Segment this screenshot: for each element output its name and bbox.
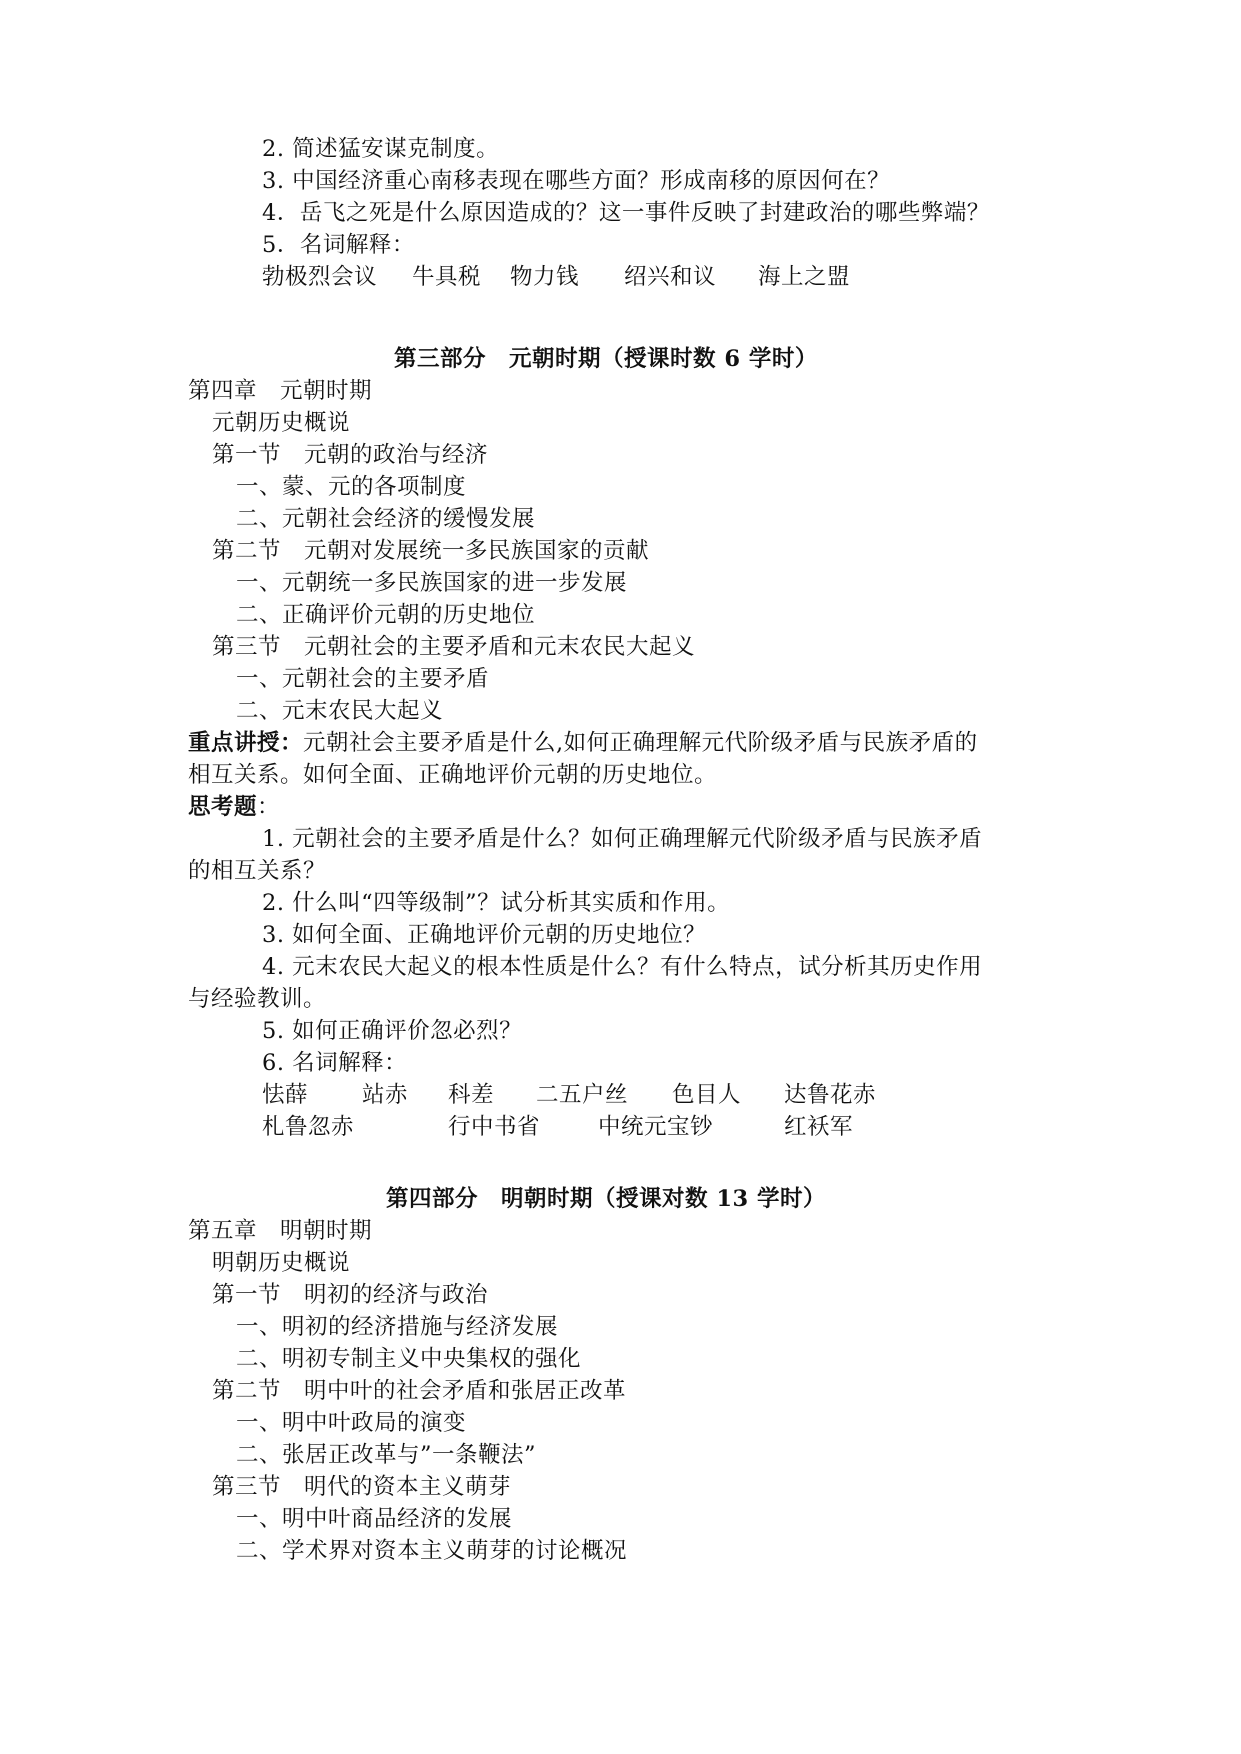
section-title: 第三节 元朝社会的主要矛盾和元末农民大起义 <box>212 634 696 660</box>
term: 达鲁花赤 <box>784 1082 877 1108</box>
question-2: 2. 简述猛安谋克制度。 <box>262 136 500 162</box>
term-list <box>0 1112 1241 1142</box>
term: 红袄军 <box>784 1114 854 1140</box>
focus-paragraph <box>188 728 978 758</box>
think-question-1: 1. 元朝社会的主要矛盾是什么？如何正确理解元代阶级矛盾与民族矛盾 <box>262 826 983 852</box>
subsection-item: 一、明中叶商品经济的发展 <box>236 1506 513 1532</box>
question-3: 3. 中国经济重心南移表现在哪些方面？形成南移的原因何在？ <box>262 168 891 194</box>
overview-item: 元朝历史概说 <box>212 410 351 436</box>
overview-item: 明朝历史概说 <box>212 1250 351 1276</box>
focus-label: 重点讲授： <box>188 730 304 756</box>
chapter-title: 第五章 明朝时期 <box>188 1218 373 1244</box>
think-question-6: 6. 名词解释： <box>262 1050 408 1076</box>
subsection-item: 一、蒙、元的各项制度 <box>236 474 467 500</box>
term: 牛具税 <box>412 264 482 290</box>
term: 札鲁忽赤 <box>262 1114 355 1140</box>
think-question-4-cont: 与经验教训。 <box>188 986 327 1012</box>
think-question-3: 3. 如何全面、正确地评价元朝的历史地位？ <box>262 922 707 948</box>
think-question-2: 2. 什么叫“四等级制”？试分析其实质和作用。 <box>262 890 731 916</box>
question-5: 5．名词解释： <box>262 232 415 258</box>
section-title: 第一节 元朝的政治与经济 <box>212 442 489 468</box>
term: 行中书省 <box>448 1114 541 1140</box>
subsection-item: 二、元末农民大起义 <box>236 698 444 724</box>
term: 绍兴和议 <box>624 264 717 290</box>
term: 二五户丝 <box>536 1082 629 1108</box>
term: 中统元宝钞 <box>598 1114 714 1140</box>
term: 勃极烈会议 <box>262 264 378 290</box>
think-label: 思考题 <box>188 794 258 820</box>
term-list <box>0 1080 1241 1110</box>
term: 科差 <box>448 1082 495 1108</box>
term: 物力钱 <box>510 264 580 290</box>
subsection-item: 二、元朝社会经济的缓慢发展 <box>236 506 536 532</box>
subsection-item: 二、正确评价元朝的历史地位 <box>236 602 536 628</box>
term: 怯薛 <box>262 1082 309 1108</box>
section-title: 第二节 明中叶的社会矛盾和张居正改革 <box>212 1378 627 1404</box>
subsection-item: 一、元朝统一多民族国家的进一步发展 <box>236 570 628 596</box>
subsection-item: 一、明初的经济措施与经济发展 <box>236 1314 559 1340</box>
think-heading <box>188 792 280 822</box>
section-title: 第二节 元朝对发展统一多民族国家的贡献 <box>212 538 650 564</box>
question-4: 4．岳飞之死是什么原因造成的？这一事件反映了封建政治的哪些弊端？ <box>262 200 990 226</box>
subsection-item: 二、张居正改革与”一条鞭法” <box>236 1442 537 1468</box>
focus-text: 元朝社会主要矛盾是什么,如何正确理解元代阶级矛盾与民族矛盾的 <box>303 730 978 756</box>
think-question-5: 5. 如何正确评价忽必烈？ <box>262 1018 523 1044</box>
part-heading: 第四部分 明朝时期（授课对数 13 学时） <box>386 1186 826 1212</box>
think-question-1-cont: 的相互关系？ <box>188 858 327 884</box>
term: 海上之盟 <box>758 264 851 290</box>
subsection-item: 二、明初专制主义中央集权的强化 <box>236 1346 582 1372</box>
chapter-title: 第四章 元朝时期 <box>188 378 373 404</box>
think-colon: ： <box>257 794 281 820</box>
part-heading: 第三部分 元朝时期（授课时数 6 学时） <box>394 346 818 372</box>
focus-paragraph-cont: 相互关系。如何全面、正确地评价元朝的历史地位。 <box>188 762 718 788</box>
think-question-4: 4. 元末农民大起义的根本性质是什么？有什么特点，试分析其历史作用 <box>262 954 983 980</box>
section-title: 第三节 明代的资本主义萌芽 <box>212 1474 512 1500</box>
term: 色目人 <box>672 1082 742 1108</box>
subsection-item: 一、明中叶政局的演变 <box>236 1410 467 1436</box>
term-list <box>0 262 1241 292</box>
subsection-item: 一、元朝社会的主要矛盾 <box>236 666 490 692</box>
subsection-item: 二、学术界对资本主义萌芽的讨论概况 <box>236 1538 628 1564</box>
section-title: 第一节 明初的经济与政治 <box>212 1282 489 1308</box>
term: 站赤 <box>362 1082 409 1108</box>
